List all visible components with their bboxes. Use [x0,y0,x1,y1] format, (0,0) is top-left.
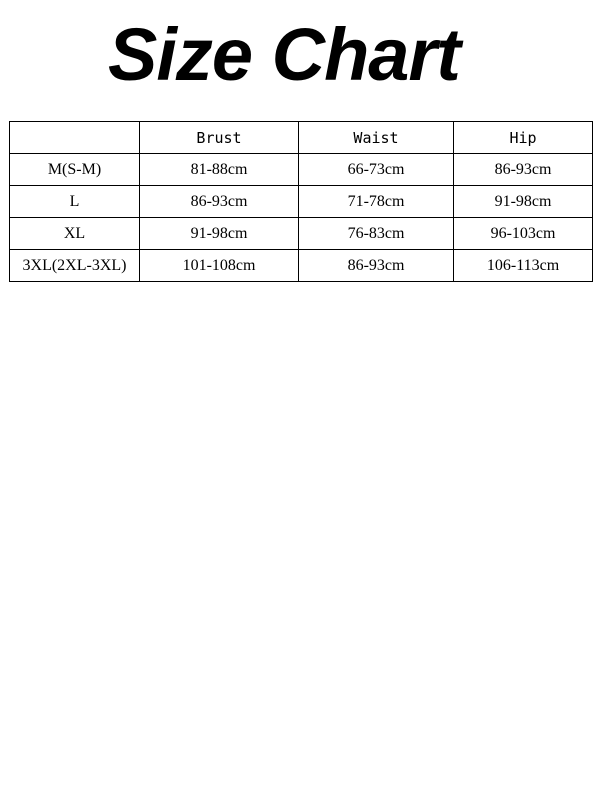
hip-cell: 86-93cm [454,154,593,186]
page-title: Size Chart [108,13,460,96]
hip-cell: 106-113cm [454,250,593,282]
waist-cell: 71-78cm [299,186,454,218]
size-cell: M(S-M) [10,154,140,186]
hip-cell: 96-103cm [454,218,593,250]
table-row [10,218,593,250]
table-row [10,250,593,282]
waist-cell: 76-83cm [299,218,454,250]
size-cell: XL [10,218,140,250]
brust-cell: 81-88cm [140,154,299,186]
waist-cell: 86-93cm [299,250,454,282]
brust-cell: 91-98cm [140,218,299,250]
hip-cell: 91-98cm [454,186,593,218]
brust-cell: 101-108cm [140,250,299,282]
table-header-row [10,122,593,154]
table-row [10,154,593,186]
header-cell-hip: Hip [454,122,593,154]
header-cell-waist: Waist [299,122,454,154]
brust-cell: 86-93cm [140,186,299,218]
waist-cell: 66-73cm [299,154,454,186]
size-cell: L [10,186,140,218]
header-cell-size [10,122,140,154]
size-table [9,121,593,282]
table-row [10,186,593,218]
header-cell-brust: Brust [140,122,299,154]
size-cell: 3XL(2XL-3XL) [10,250,140,282]
